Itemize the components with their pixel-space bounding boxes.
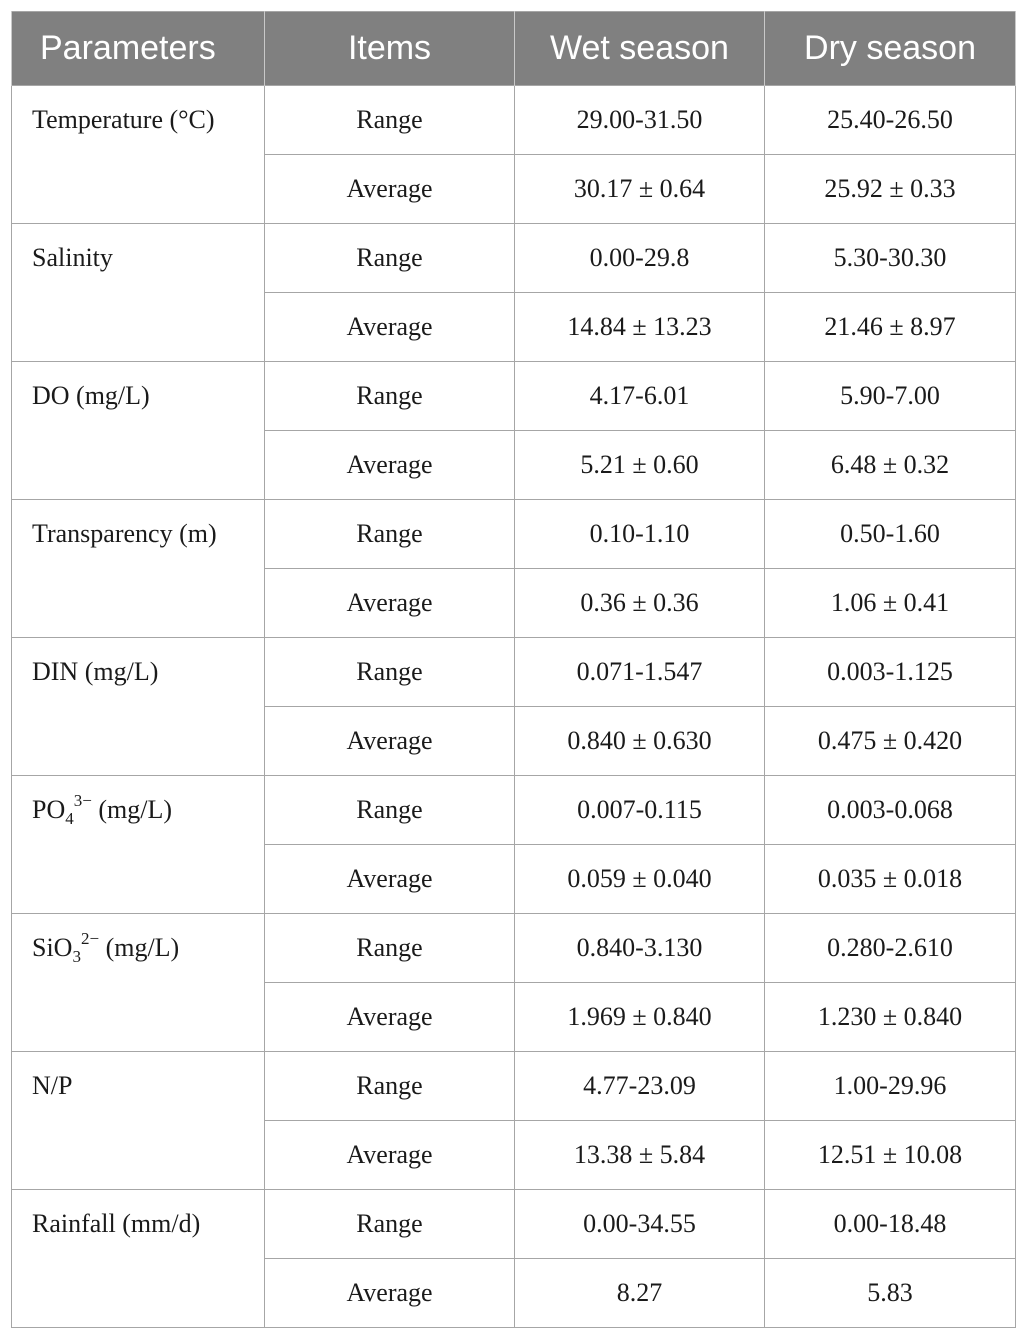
header-dry-season: Dry season [765, 12, 1016, 86]
wet-season-cell: 8.27 [515, 1259, 765, 1328]
formula-superscript: 2− [80, 929, 100, 948]
table-header [12, 12, 1016, 86]
dry-season-cell: 5.83 [765, 1259, 1016, 1328]
dry-season-cell: 0.003-1.125 [765, 638, 1016, 707]
wet-season-cell: 4.17-6.01 [515, 362, 765, 431]
item-cell: Range [265, 224, 515, 293]
item-cell: Range [265, 1052, 515, 1121]
wet-season-cell: 30.17 ± 0.64 [515, 155, 765, 224]
header-wet-season: Wet season [515, 12, 765, 86]
wet-season-cell: 5.21 ± 0.60 [515, 431, 765, 500]
wet-season-cell: 1.969 ± 0.840 [515, 983, 765, 1052]
wet-season-cell: 0.00-29.8 [515, 224, 765, 293]
table-body [12, 86, 1016, 1328]
parameter-name: Transparency (m) [12, 500, 265, 638]
wet-season-cell: 13.38 ± 5.84 [515, 1121, 765, 1190]
item-cell: Average [265, 293, 515, 362]
formula-subscript: 3 [72, 947, 81, 966]
item-cell: Range [265, 914, 515, 983]
table-row [12, 914, 1016, 983]
parameter-name: Rainfall (mm/d) [12, 1190, 265, 1328]
table-row [12, 500, 1016, 569]
dry-season-cell: 25.40-26.50 [765, 86, 1016, 155]
wet-season-cell: 0.840 ± 0.630 [515, 707, 765, 776]
wet-season-cell: 0.840-3.130 [515, 914, 765, 983]
formula-unit: (mg/L) [99, 933, 180, 962]
table-row [12, 1190, 1016, 1259]
wet-season-cell: 0.071-1.547 [515, 638, 765, 707]
table-row [12, 362, 1016, 431]
item-cell: Average [265, 845, 515, 914]
table-row [12, 776, 1016, 845]
item-cell: Range [265, 776, 515, 845]
dry-season-cell: 12.51 ± 10.08 [765, 1121, 1016, 1190]
table-row [12, 1052, 1016, 1121]
item-cell: Average [265, 983, 515, 1052]
header-items: Items [265, 12, 515, 86]
dry-season-cell: 6.48 ± 0.32 [765, 431, 1016, 500]
wet-season-cell: 14.84 ± 13.23 [515, 293, 765, 362]
parameter-name: Temperature (°C) [12, 86, 265, 224]
wet-season-cell: 0.007-0.115 [515, 776, 765, 845]
dry-season-cell: 21.46 ± 8.97 [765, 293, 1016, 362]
item-cell: Range [265, 86, 515, 155]
formula-base: PO [32, 795, 66, 824]
dry-season-cell: 0.035 ± 0.018 [765, 845, 1016, 914]
water-parameters-table [11, 11, 1016, 1328]
item-cell: Average [265, 707, 515, 776]
dry-season-cell: 5.90-7.00 [765, 362, 1016, 431]
item-cell: Average [265, 1259, 515, 1328]
dry-season-cell: 0.00-18.48 [765, 1190, 1016, 1259]
table-row [12, 86, 1016, 155]
formula-subscript: 4 [65, 809, 74, 828]
parameter-name [12, 914, 265, 1052]
header-row [12, 12, 1016, 86]
dry-season-cell: 0.003-0.068 [765, 776, 1016, 845]
item-cell: Average [265, 1121, 515, 1190]
wet-season-cell: 0.00-34.55 [515, 1190, 765, 1259]
formula-base: SiO [32, 933, 73, 962]
dry-season-cell: 0.280-2.610 [765, 914, 1016, 983]
header-parameters: Parameters [12, 12, 265, 86]
dry-season-cell: 0.50-1.60 [765, 500, 1016, 569]
dry-season-cell: 0.475 ± 0.420 [765, 707, 1016, 776]
dry-season-cell: 25.92 ± 0.33 [765, 155, 1016, 224]
wet-season-cell: 0.36 ± 0.36 [515, 569, 765, 638]
parameter-name: DO (mg/L) [12, 362, 265, 500]
wet-season-cell: 4.77-23.09 [515, 1052, 765, 1121]
item-cell: Range [265, 500, 515, 569]
dry-season-cell: 1.06 ± 0.41 [765, 569, 1016, 638]
dry-season-cell: 1.230 ± 0.840 [765, 983, 1016, 1052]
parameter-name [12, 776, 265, 914]
parameter-name: Salinity [12, 224, 265, 362]
parameter-name: N/P [12, 1052, 265, 1190]
wet-season-cell: 0.10-1.10 [515, 500, 765, 569]
wet-season-cell: 0.059 ± 0.040 [515, 845, 765, 914]
parameter-name: DIN (mg/L) [12, 638, 265, 776]
wet-season-cell: 29.00-31.50 [515, 86, 765, 155]
item-cell: Average [265, 431, 515, 500]
item-cell: Range [265, 362, 515, 431]
item-cell: Average [265, 569, 515, 638]
item-cell: Average [265, 155, 515, 224]
table-row [12, 638, 1016, 707]
item-cell: Range [265, 638, 515, 707]
dry-season-cell: 1.00-29.96 [765, 1052, 1016, 1121]
table-row [12, 224, 1016, 293]
formula-superscript: 3− [73, 791, 92, 810]
dry-season-cell: 5.30-30.30 [765, 224, 1016, 293]
item-cell: Range [265, 1190, 515, 1259]
formula-unit: (mg/L) [91, 795, 172, 824]
